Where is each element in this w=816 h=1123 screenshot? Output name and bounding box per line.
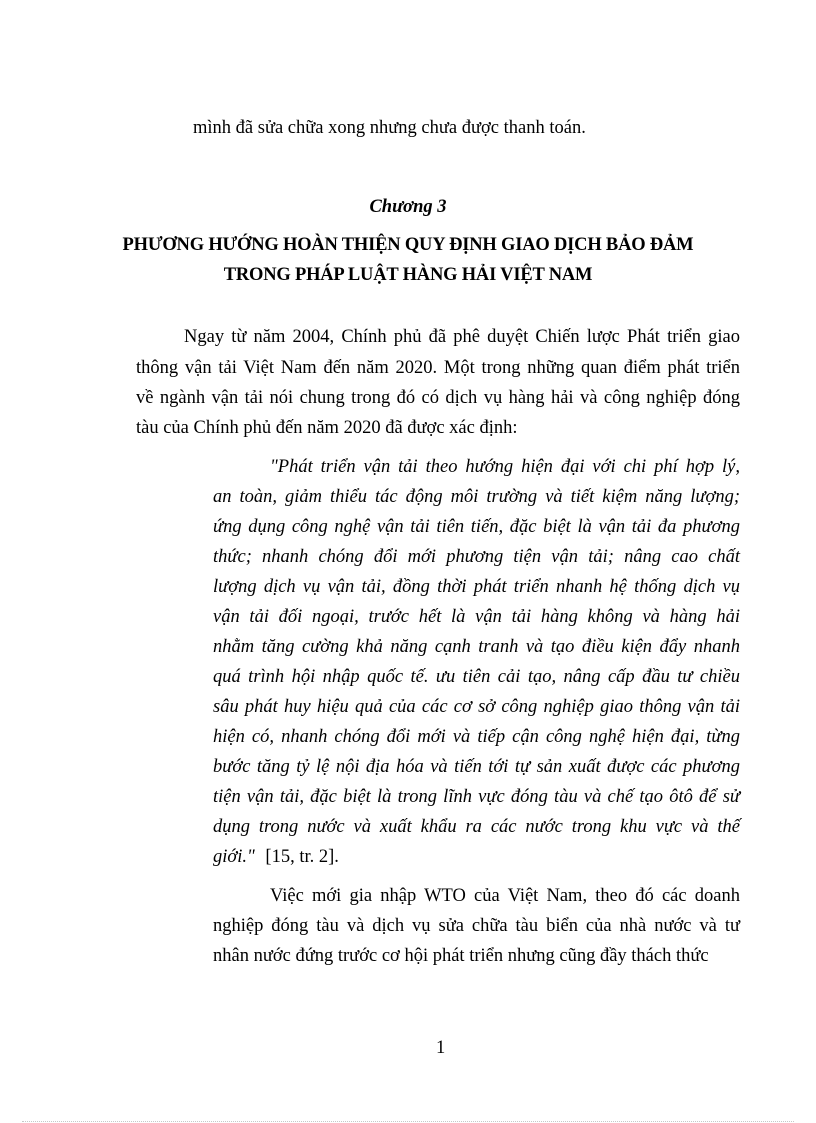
- paragraph-1-line: Ngay từ năm 2004, Chính phủ đã phê duyệt Chiến lược Phát triển giao: [184, 327, 740, 347]
- quote-line: thức; nhanh chóng đổi mới phương tiện vận tải; nâng cao chất: [213, 547, 740, 567]
- paragraph-2-line: nghiệp đóng tàu và dịch vụ sửa chữa tàu biển của nhà nước và tư: [213, 916, 740, 936]
- paragraph-1-line: về ngành vận tải nói chung trong đó có dịch vụ hàng hải và công nghiệp đóng: [136, 388, 740, 408]
- quote-line: lượng dịch vụ vận tải, đồng thời phát triển nhanh hệ thống dịch vụ: [213, 577, 740, 597]
- chapter-title-line-1: PHƯƠNG HƯỚNG HOÀN THIỆN QUY ĐỊNH GIAO DỊCH BẢO ĐẢM: [122, 235, 694, 255]
- quote-line: dụng trong nước và xuất khẩu ra các nước trong khu vực và thế: [213, 817, 740, 837]
- quote-line: hiện có, nhanh chóng đổi mới và tiếp cận công nghệ hiện đại, từng: [213, 727, 740, 747]
- quote-line: ứng dụng công nghệ vận tải tiên tiến, đặc biệt là vận tải đa phương: [213, 517, 740, 537]
- page-bottom-divider: [22, 1121, 794, 1122]
- quote-line: vận tải đối ngoại, trước hết là vận tải hàng không và hàng hải: [213, 607, 740, 627]
- paragraph-2-line: Việc mới gia nhập WTO của Việt Nam, theo đó các doanh: [270, 886, 740, 906]
- quote-line: sâu phát huy hiệu quả của các cơ sở công nghiệp giao thông vận tải: [213, 697, 740, 717]
- continuation-text: mình đã sửa chữa xong nhưng chưa được thanh toán.: [193, 118, 586, 138]
- quote-line: quá trình hội nhập quốc tế. ưu tiên cải tạo, nâng cấp đầu tư chiều: [213, 667, 740, 687]
- citation: [15, tr. 2].: [265, 847, 339, 867]
- quote-line: bước tăng tỷ lệ nội địa hóa và tiến tới tự sản xuất được các phương: [213, 757, 740, 777]
- page-number: 1: [436, 1038, 446, 1058]
- chapter-label: Chương 3: [369, 197, 447, 217]
- paragraph-1-line: thông vận tải Việt Nam đến năm 2020. Một trong những quan điểm phát triển: [136, 358, 740, 378]
- paragraph-2-line: nhân nước đứng trước cơ hội phát triển nhưng cũng đầy thách thức: [213, 946, 709, 966]
- quote-line: "Phát triển vận tải theo hướng hiện đại với chi phí hợp lý,: [270, 457, 740, 477]
- paragraph-1-line: tàu của Chính phủ đến năm 2020 đã được xác định:: [136, 418, 518, 438]
- quote-last-line: [213, 845, 339, 869]
- quote-line: an toàn, giảm thiểu tác động môi trường và tiết kiệm năng lượng;: [213, 487, 740, 507]
- quote-ending: giới.": [213, 847, 255, 867]
- chapter-title-line-2: TRONG PHÁP LUẬT HÀNG HẢI VIỆT NAM: [223, 265, 593, 285]
- quote-line: tiện vận tải, đặc biệt là trong lĩnh vực đóng tàu và chế tạo ôtô để sử: [213, 787, 740, 807]
- quote-line: nhằm tăng cường khả năng cạnh tranh và tạo điều kiện đẩy nhanh: [213, 637, 740, 657]
